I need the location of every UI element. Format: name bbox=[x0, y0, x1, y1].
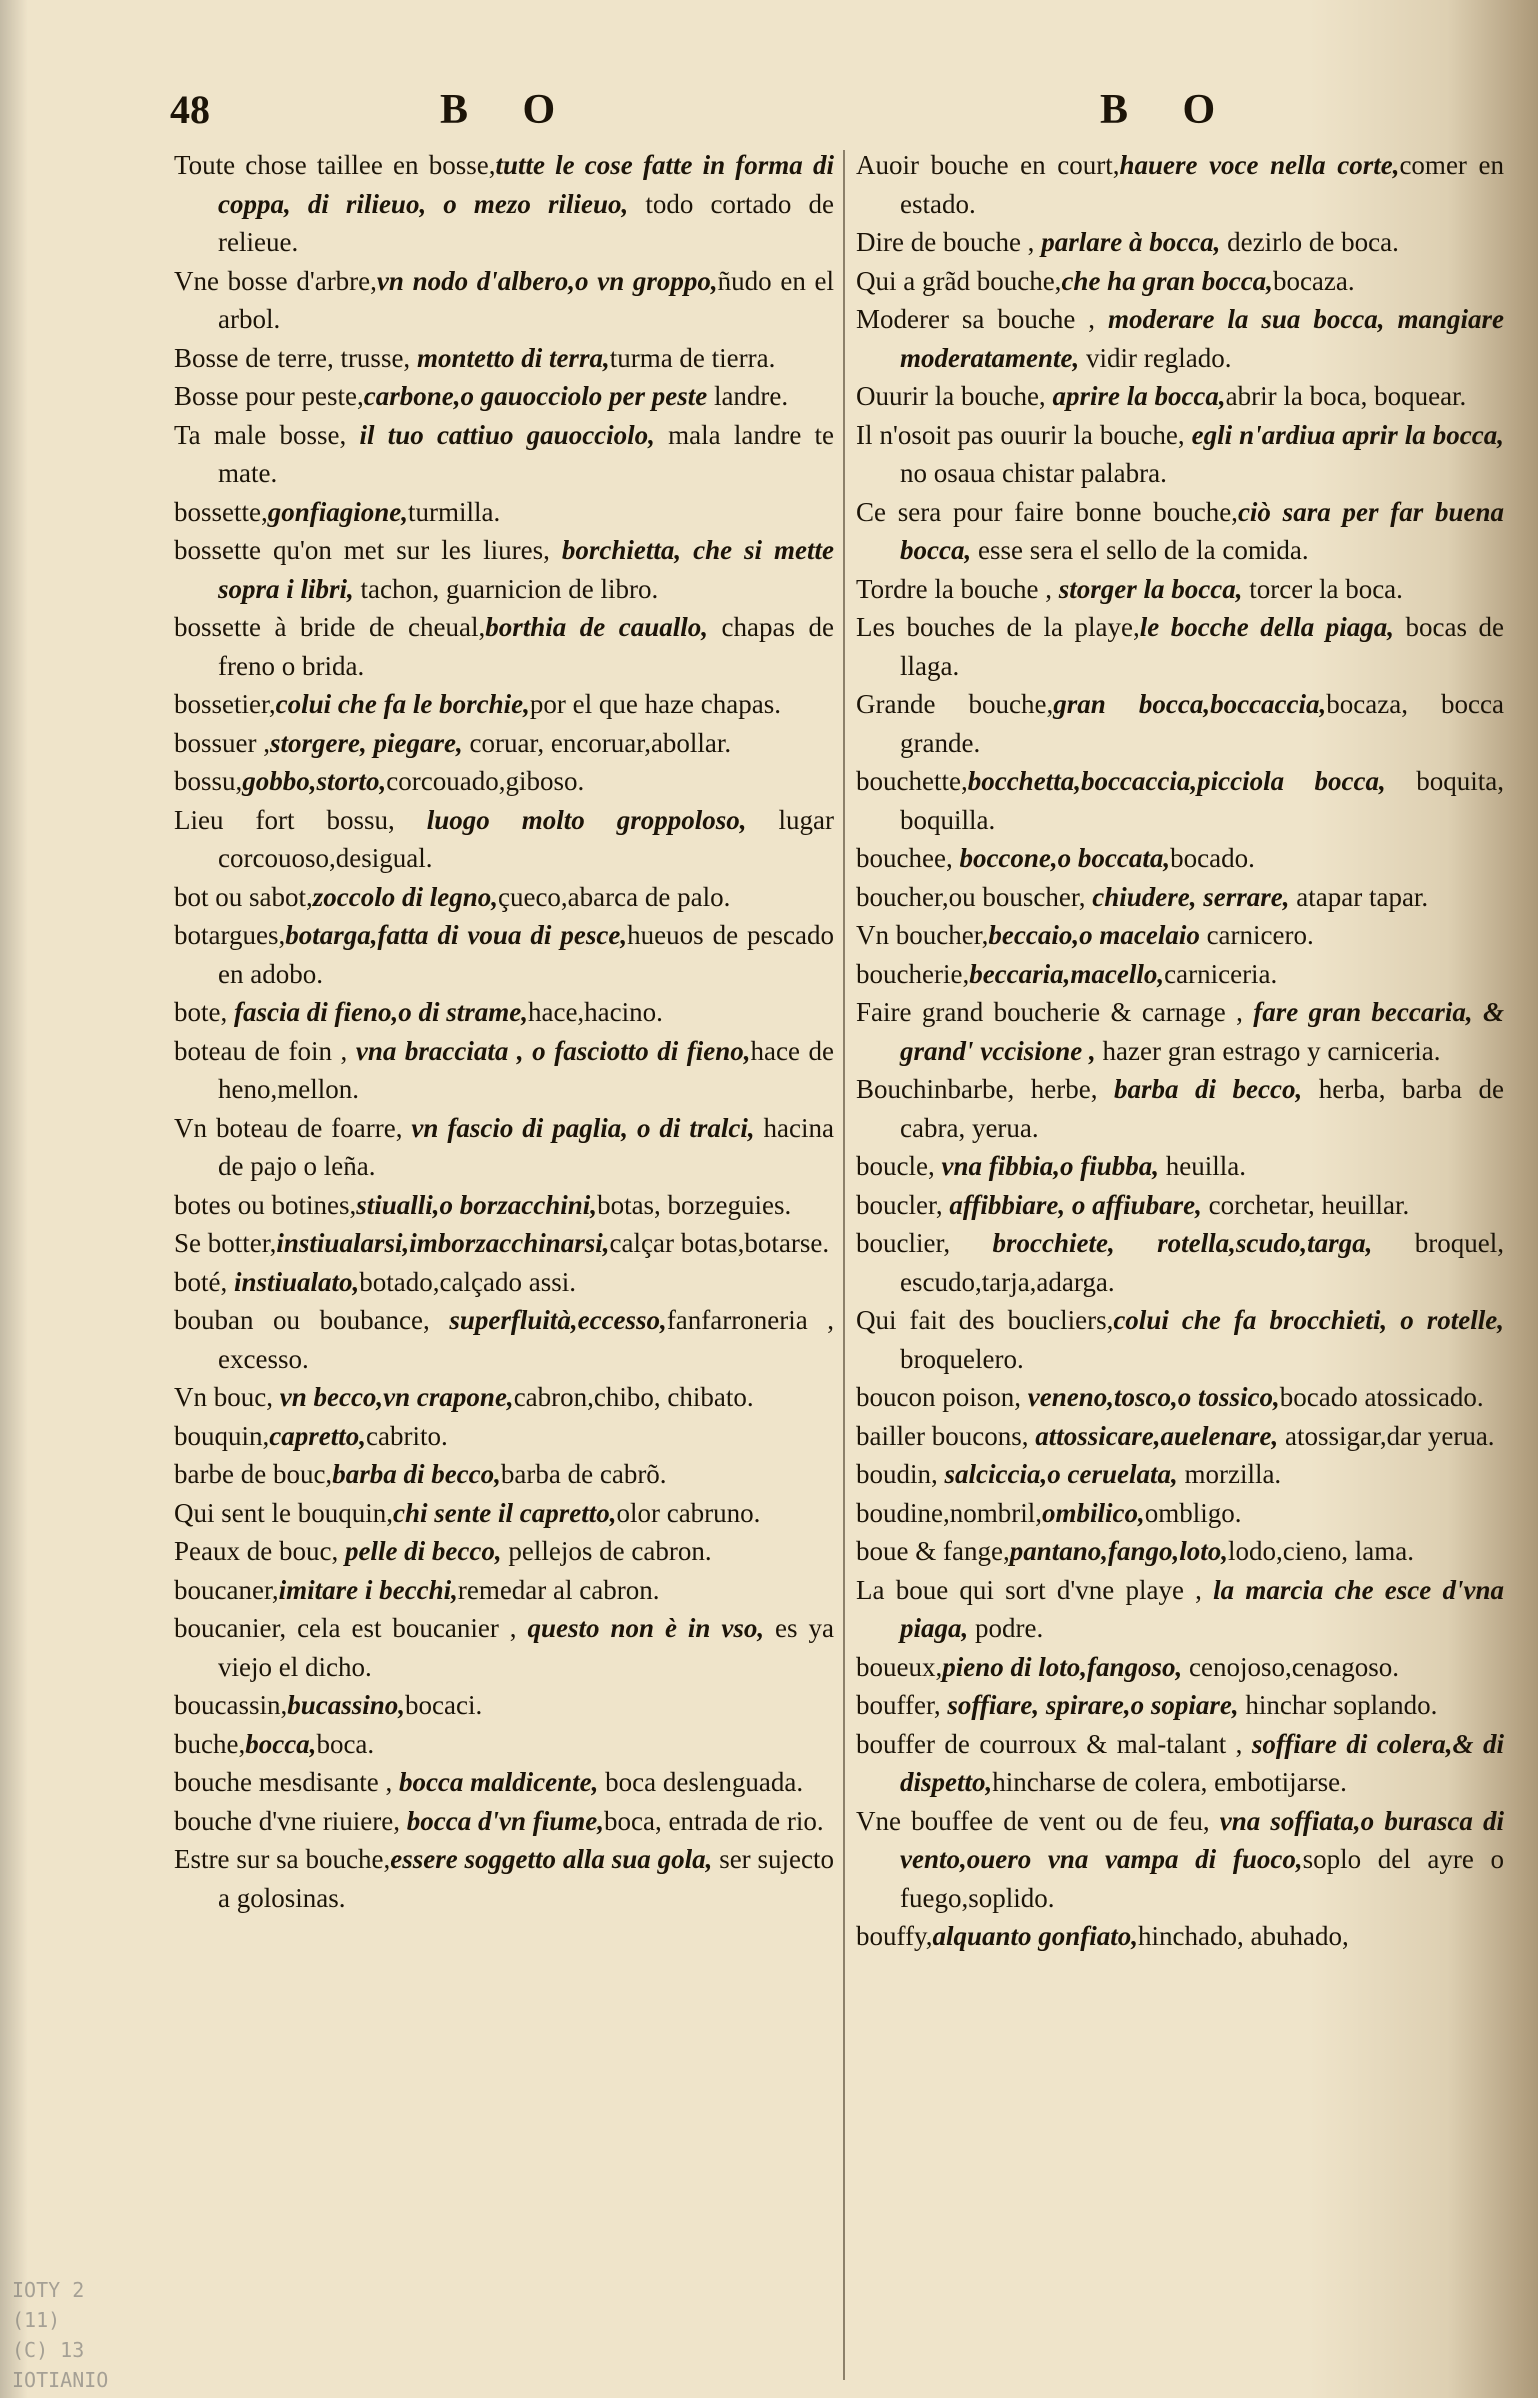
entry-italian: barba di becco, bbox=[332, 1459, 501, 1489]
dictionary-entry bbox=[856, 685, 1504, 762]
entry-spanish: botas, borzeguies. bbox=[597, 1189, 792, 1220]
dictionary-entry bbox=[174, 493, 834, 532]
entry-italian: beccaio,o macelaio bbox=[988, 920, 1200, 950]
entry-spanish: landre. bbox=[707, 381, 789, 411]
dictionary-entry bbox=[174, 1263, 834, 1302]
entry-italian: storger la bocca, bbox=[1058, 573, 1243, 604]
dictionary-entry bbox=[856, 878, 1504, 917]
entry-italian: imitare i becchi, bbox=[278, 1574, 458, 1605]
entry-spanish: turma de tierra. bbox=[609, 342, 776, 373]
dictionary-entry bbox=[856, 1378, 1504, 1417]
entry-italian: fare gran beccaria, & grand' vccisione , bbox=[900, 997, 1505, 1066]
dictionary-entry bbox=[174, 1378, 834, 1417]
entry-spanish: hinchar soplando. bbox=[1238, 1690, 1438, 1720]
entry-french: Vn bouc, bbox=[174, 1382, 280, 1412]
entry-french: boudine,nombril, bbox=[856, 1497, 1042, 1528]
entry-spanish: remedar al cabron. bbox=[457, 1574, 660, 1605]
entry-spanish: bocaza, bocca grande. bbox=[900, 689, 1504, 758]
entry-french: boucle, bbox=[856, 1151, 942, 1181]
entry-italian: zoccolo di legno, bbox=[312, 881, 498, 912]
entry-italian: aprire la bocca, bbox=[1052, 381, 1226, 411]
entry-french: bossette à bride de cheual, bbox=[174, 612, 486, 642]
entry-french: bot ou sabot, bbox=[174, 881, 313, 912]
entry-spanish: abrir la boca, boquear. bbox=[1225, 381, 1467, 411]
entry-italian: carbone,o gauocciolo per peste bbox=[363, 381, 708, 411]
entry-italian: brocchiete, rotella,scudo,targa, bbox=[992, 1228, 1373, 1258]
right-column bbox=[856, 146, 1504, 1956]
entry-spanish: vidir reglado. bbox=[1079, 342, 1232, 373]
dictionary-entry bbox=[856, 223, 1504, 262]
dictionary-entry bbox=[856, 1417, 1504, 1456]
dictionary-entry bbox=[174, 685, 834, 724]
entry-french: Toute chose taillee en bosse, bbox=[174, 150, 496, 180]
entry-french: Estre sur sa bouche, bbox=[174, 1844, 391, 1874]
dictionary-entry bbox=[856, 1224, 1504, 1301]
entry-italian: pieno di loto,fangoso, bbox=[942, 1651, 1183, 1682]
entry-spanish: boca deslenguada. bbox=[598, 1767, 804, 1797]
entry-italian: storgere, piegare, bbox=[270, 727, 463, 758]
entry-spanish: tachon, guarnicion de libro. bbox=[353, 573, 659, 604]
dictionary-entry bbox=[856, 608, 1504, 685]
entry-italian: vna fibbia,o fiubba, bbox=[941, 1151, 1159, 1181]
dictionary-entry bbox=[856, 1147, 1504, 1186]
dictionary-entry bbox=[856, 1301, 1504, 1378]
running-head-right: B O bbox=[1100, 87, 1238, 133]
entry-french: boucanier, cela est boucanier , bbox=[174, 1613, 528, 1643]
entry-spanish: corcouado,giboso. bbox=[386, 766, 585, 796]
dictionary-entry bbox=[856, 839, 1504, 878]
entry-french: botargues, bbox=[174, 920, 286, 950]
entry-spanish: morzilla. bbox=[1177, 1459, 1282, 1489]
entry-spanish: broquelero. bbox=[900, 1343, 1024, 1374]
dictionary-entry bbox=[856, 1648, 1504, 1687]
entry-italian: chi sente il capretto, bbox=[392, 1497, 617, 1528]
entry-spanish: comer en estado. bbox=[900, 150, 1504, 219]
entry-french: bossu, bbox=[174, 766, 243, 796]
entry-french: bouchee, bbox=[856, 843, 960, 873]
entry-italian: bocca d'vn fiume, bbox=[406, 1805, 604, 1836]
entry-italian: attossicare,auelenare, bbox=[1035, 1420, 1279, 1451]
dictionary-entry bbox=[174, 762, 834, 801]
entry-italian: instiualarsi,imborzacchinarsi, bbox=[276, 1228, 610, 1258]
dictionary-entry bbox=[856, 493, 1504, 570]
entry-italian: instiualato, bbox=[234, 1266, 360, 1297]
dictionary-entry bbox=[174, 146, 834, 262]
entry-italian: barba di becco, bbox=[1113, 1074, 1303, 1104]
entry-french: Qui sent le bouquin, bbox=[174, 1497, 393, 1528]
entry-spanish: ñudo en el arbol. bbox=[218, 265, 834, 334]
entry-french: barbe de bouc, bbox=[174, 1459, 333, 1489]
entry-french: bouban ou boubance, bbox=[174, 1305, 450, 1335]
dictionary-entry bbox=[856, 377, 1504, 416]
dictionary-entry bbox=[856, 416, 1504, 493]
dictionary-entry bbox=[174, 1417, 834, 1456]
entry-french: bouclier, bbox=[856, 1228, 993, 1258]
entry-french: bailler boucons, bbox=[856, 1420, 1036, 1451]
entry-italian: ciò sara per far buena bocca, bbox=[900, 496, 1504, 565]
entry-spanish: boca. bbox=[316, 1728, 375, 1759]
entry-french: Vne bosse d'arbre, bbox=[174, 265, 377, 296]
entry-spanish: boquita, boquilla. bbox=[900, 766, 1504, 835]
entry-italian: soffiare di colera,& di dispetto, bbox=[900, 1728, 1504, 1797]
entry-french: Bosse de terre, trusse, bbox=[174, 342, 417, 373]
entry-spanish: cenojoso,cenagoso. bbox=[1182, 1651, 1399, 1682]
entry-spanish: atapar tapar. bbox=[1289, 881, 1429, 912]
entry-spanish: calçar botas,botarse. bbox=[609, 1228, 830, 1258]
entry-italian: superfluità,eccesso, bbox=[449, 1305, 667, 1335]
entry-french: bouche d'vne riuiere, bbox=[174, 1805, 407, 1836]
entry-french: Les bouches de la playe, bbox=[856, 612, 1140, 642]
entry-italian: alquanto gonfiato, bbox=[932, 1921, 1139, 1951]
entry-italian: beccaria,macello, bbox=[969, 958, 1165, 989]
entry-spanish: hazer gran estrago y carniceria. bbox=[1095, 1035, 1441, 1066]
dictionary-entry bbox=[174, 1455, 834, 1494]
entry-italian: colui che fa brocchieti, o rotelle, bbox=[1113, 1305, 1504, 1335]
entry-french: Grande bouche, bbox=[856, 689, 1054, 719]
entry-spanish: olor cabruno. bbox=[616, 1497, 761, 1528]
entry-french: bouquin, bbox=[174, 1420, 270, 1451]
entry-italian: vna soffiata,o burasca di vento,ouero vna vampa di fuoco, bbox=[900, 1805, 1504, 1874]
dictionary-entry bbox=[174, 1686, 834, 1725]
entry-french: bouchette, bbox=[856, 766, 968, 796]
entry-spanish: ombligo. bbox=[1144, 1497, 1242, 1528]
entry-italian: essere soggetto alla sua gola, bbox=[390, 1844, 713, 1874]
dictionary-entry bbox=[174, 1840, 834, 1917]
entry-spanish: mala landre te mate. bbox=[218, 419, 835, 488]
entry-italian: capretto, bbox=[269, 1420, 366, 1451]
entry-spanish: bocaza. bbox=[1272, 265, 1355, 296]
dictionary-entry bbox=[174, 993, 834, 1032]
entry-spanish: no osaua chistar palabra. bbox=[900, 458, 1167, 488]
dictionary-entry bbox=[856, 993, 1504, 1070]
dictionary-entry bbox=[856, 955, 1504, 994]
entry-french: Vn boucher, bbox=[856, 920, 989, 950]
entry-italian: bocchetta,boccaccia,picciola bocca, bbox=[967, 766, 1386, 796]
entry-spanish: cabrito. bbox=[366, 1420, 448, 1451]
entry-spanish: turmilla. bbox=[408, 496, 501, 527]
entry-spanish: fanfarroneria , excesso. bbox=[218, 1305, 834, 1374]
entry-french: Il n'osoit pas ouurir la bouche, bbox=[856, 419, 1192, 450]
entry-spanish: por el que haze chapas. bbox=[529, 689, 781, 719]
entry-french: bouffer, bbox=[856, 1690, 948, 1720]
dictionary-entry bbox=[856, 1725, 1504, 1802]
dictionary-entry bbox=[174, 608, 834, 685]
entry-italian: affibbiare, o affiubare, bbox=[949, 1189, 1202, 1220]
dictionary-entry bbox=[856, 1802, 1504, 1918]
dictionary-entry bbox=[174, 1763, 834, 1802]
entry-italian: stiualli,o borzacchini, bbox=[356, 1189, 598, 1220]
entry-french: boté, bbox=[174, 1266, 234, 1297]
dictionary-entry bbox=[856, 262, 1504, 301]
entry-french: Moderer sa bouche , bbox=[856, 304, 1108, 334]
dictionary-entry bbox=[856, 1455, 1504, 1494]
entry-french: Lieu fort bossu, bbox=[174, 804, 427, 835]
entry-spanish: hinchado, abuhado, bbox=[1138, 1921, 1349, 1951]
column-divider bbox=[843, 150, 845, 2380]
entry-spanish: çueco,abarca de palo. bbox=[497, 881, 731, 912]
entry-spanish: carniceria. bbox=[1164, 958, 1278, 989]
running-header bbox=[0, 86, 1538, 146]
entry-french: boue & fange, bbox=[856, 1536, 1010, 1566]
entry-french: Se botter, bbox=[174, 1228, 277, 1258]
entry-french: Bosse pour peste, bbox=[174, 381, 364, 411]
entry-spanish: cabron,chibo, chibato. bbox=[513, 1382, 754, 1412]
page-number: 48 bbox=[170, 87, 210, 132]
entry-french: Ouurir la bouche, bbox=[856, 381, 1053, 411]
dictionary-entry bbox=[174, 1301, 834, 1378]
dictionary-entry bbox=[856, 1917, 1504, 1956]
library-stamp: IOTY 2 (11) (C) 13 IOTIANIO bbox=[12, 2278, 109, 2392]
entry-french: boteau de foin , bbox=[174, 1035, 356, 1066]
entry-french: bossetier, bbox=[174, 689, 276, 719]
entry-french: bote, bbox=[174, 997, 234, 1027]
entry-italian: hauere voce nella corte, bbox=[1119, 150, 1400, 180]
entry-italian: vn fascio di paglia, o di tralci, bbox=[411, 1112, 755, 1143]
entry-spanish: botado,calçado assi. bbox=[359, 1266, 576, 1297]
entry-spanish: torcer la boca. bbox=[1242, 573, 1403, 604]
entry-french: Tordre la bouche , bbox=[856, 573, 1059, 604]
entry-italian: parlare à bocca, bbox=[1041, 227, 1221, 257]
entry-italian: gobbo,storto, bbox=[242, 766, 387, 796]
entry-french: bouche mesdisante , bbox=[174, 1767, 399, 1797]
entry-french: boucon poison, bbox=[856, 1382, 1028, 1412]
dictionary-entry bbox=[856, 1686, 1504, 1725]
dictionary-entry bbox=[856, 916, 1504, 955]
entry-spanish: herba, barba de cabra, yerua. bbox=[900, 1074, 1505, 1143]
entry-spanish: podre. bbox=[968, 1613, 1044, 1643]
entry-spanish: coruar, encoruar,abollar. bbox=[462, 727, 732, 758]
dictionary-entry bbox=[856, 762, 1504, 839]
entry-french: Faire grand boucherie & carnage , bbox=[856, 997, 1254, 1027]
entry-italian: la marcia che esce d'vna piaga, bbox=[900, 1574, 1504, 1643]
entry-french: Vne bouffee de vent ou de feu, bbox=[856, 1805, 1220, 1836]
entry-french: botes ou botines, bbox=[174, 1189, 357, 1220]
left-column bbox=[174, 146, 834, 1917]
entry-french: boudin, bbox=[856, 1459, 945, 1489]
entry-italian: questo non è in vso, bbox=[527, 1613, 765, 1643]
entry-french: bouffy, bbox=[856, 1921, 933, 1951]
entry-spanish: bocado atossicado. bbox=[1279, 1382, 1484, 1412]
entry-spanish: soplo del ayre o fuego,soplido. bbox=[900, 1844, 1504, 1913]
entry-italian: gonfiagione, bbox=[267, 496, 409, 527]
entry-spanish: hincharse de colera, embotijarse. bbox=[992, 1767, 1347, 1797]
entry-french: bossette, bbox=[174, 496, 268, 527]
entry-spanish: lugar corcouoso,desigual. bbox=[218, 804, 834, 873]
dictionary-entry bbox=[174, 1802, 834, 1841]
entry-italian: boccone,o boccata, bbox=[959, 843, 1171, 873]
entry-french: Peaux de bouc, bbox=[174, 1536, 345, 1566]
dictionary-entry bbox=[174, 1186, 834, 1225]
entry-spanish: pellejos de cabron. bbox=[501, 1536, 712, 1566]
entry-spanish: carnicero. bbox=[1199, 920, 1314, 950]
entry-french: boucherie, bbox=[856, 958, 970, 989]
entry-italian: veneno,tosco,o tossico, bbox=[1027, 1382, 1280, 1412]
entry-spanish: hace de heno,mellon. bbox=[218, 1035, 835, 1104]
entry-italian: moderare la sua bocca, mangiare moderatamente, bbox=[900, 304, 1504, 373]
dictionary-entry bbox=[174, 262, 834, 339]
entry-spanish: hueuos de pescado en adobo. bbox=[218, 920, 834, 989]
entry-french: Qui fait des boucliers, bbox=[856, 1305, 1114, 1335]
dictionary-entry bbox=[174, 1571, 834, 1610]
entry-french: Ta male bosse, bbox=[174, 419, 360, 450]
entry-french: boucaner, bbox=[174, 1574, 279, 1605]
dictionary-entry bbox=[174, 377, 834, 416]
entry-french: boucher,ou bouscher, bbox=[856, 881, 1093, 912]
entry-italian: tutte le cose fatte in forma di coppa, di rilieuo, o mezo rilieuo, bbox=[218, 150, 834, 219]
dictionary-entry bbox=[174, 1609, 834, 1686]
entry-spanish: hacina de pajo o leña. bbox=[218, 1112, 834, 1181]
dictionary-entry bbox=[856, 1494, 1504, 1533]
entry-french: bossette qu'on met sur les liures, bbox=[174, 535, 562, 565]
entry-spanish: lodo,cieno, lama. bbox=[1228, 1536, 1414, 1566]
entry-spanish: chapas de freno o brida. bbox=[218, 612, 834, 681]
entry-italian: chiudere, serrare, bbox=[1092, 881, 1290, 912]
entry-french: Auoir bouche en court, bbox=[856, 150, 1120, 180]
entry-spanish: es ya viejo el dicho. bbox=[218, 1613, 834, 1682]
entry-french: buche, bbox=[174, 1728, 246, 1759]
running-head-left: B O bbox=[440, 87, 578, 133]
entry-spanish: atossigar,dar yerua. bbox=[1278, 1420, 1495, 1451]
entry-spanish: bocas de llaga. bbox=[900, 612, 1504, 681]
dictionary-entry bbox=[174, 1725, 834, 1764]
entry-spanish: bocado. bbox=[1170, 843, 1255, 873]
dictionary-entry bbox=[174, 416, 834, 493]
dictionary-entry bbox=[174, 801, 834, 878]
dictionary-entry bbox=[856, 300, 1504, 377]
entry-french: boucler, bbox=[856, 1189, 950, 1220]
dictionary-entry bbox=[856, 570, 1504, 609]
entry-spanish: hace,hacino. bbox=[527, 997, 663, 1027]
entry-french: boueux, bbox=[856, 1651, 943, 1682]
dictionary-entry bbox=[856, 1186, 1504, 1225]
entry-spanish: esse sera el sello de la comida. bbox=[971, 535, 1309, 565]
dictionary-entry bbox=[174, 1032, 834, 1109]
entry-french: Vn boteau de foarre, bbox=[174, 1112, 412, 1143]
entry-spanish: dezirlo de boca. bbox=[1220, 227, 1399, 257]
dictionary-entry bbox=[174, 1532, 834, 1571]
dictionary-entry bbox=[174, 531, 834, 608]
entry-italian: bocca, bbox=[245, 1728, 317, 1759]
entry-spanish: bocaci. bbox=[405, 1690, 483, 1720]
dictionary-entry bbox=[174, 916, 834, 993]
entry-french: bossuer , bbox=[174, 727, 270, 758]
entry-spanish: boca, entrada de rio. bbox=[604, 1805, 824, 1836]
entry-italian: ombilico, bbox=[1041, 1497, 1145, 1528]
entry-spanish: heuilla. bbox=[1159, 1151, 1246, 1181]
dictionary-entry bbox=[856, 1532, 1504, 1571]
entry-italian: borthia de cauallo, bbox=[485, 612, 709, 642]
entry-italian: le bocche della piaga, bbox=[1139, 612, 1394, 642]
entry-french: Bouchinbarbe, herbe, bbox=[856, 1074, 1114, 1104]
dictionary-entry bbox=[174, 1109, 834, 1186]
entry-italian: borchietta, che si mette sopra i libri, bbox=[218, 535, 834, 604]
entry-italian: vn becco,vn crapone, bbox=[279, 1382, 514, 1412]
entry-italian: bocca maldicente, bbox=[398, 1767, 599, 1797]
entry-italian: egli n'ardiua aprir la bocca, bbox=[1191, 419, 1505, 450]
entry-italian: che ha gran bocca, bbox=[1061, 265, 1273, 296]
dictionary-entry bbox=[856, 146, 1504, 223]
dictionary-entry bbox=[174, 878, 834, 917]
entry-french: Ce sera pour faire bonne bouche, bbox=[856, 496, 1238, 527]
entry-spanish: broquel, escudo,tarja,adarga. bbox=[900, 1228, 1504, 1297]
entry-italian: salciccia,o ceruelata, bbox=[944, 1459, 1178, 1489]
entry-spanish: corchetar, heuillar. bbox=[1201, 1189, 1410, 1220]
entry-italian: soffiare, spirare,o sopiare, bbox=[947, 1690, 1239, 1720]
dictionary-entry bbox=[856, 1070, 1504, 1147]
entry-italian: vna bracciata , o fasciotto di fieno, bbox=[355, 1035, 751, 1066]
entry-italian: bucassino, bbox=[287, 1690, 406, 1720]
entry-french: Dire de bouche , bbox=[856, 227, 1042, 257]
entry-french: Qui a grãd bouche, bbox=[856, 265, 1062, 296]
dictionary-entry bbox=[174, 1224, 834, 1263]
entry-italian: colui che fa le borchie, bbox=[275, 689, 530, 719]
entry-spanish: ser sujecto a golosinas. bbox=[218, 1844, 834, 1913]
entry-italian: vn nodo d'albero,o vn groppo, bbox=[376, 265, 718, 296]
dictionary-entry bbox=[174, 1494, 834, 1533]
entry-italian: fascia di fieno,o di strame, bbox=[234, 997, 528, 1027]
entry-spanish: barba de cabrõ. bbox=[500, 1459, 667, 1489]
entry-french: boucassin, bbox=[174, 1690, 288, 1720]
dictionary-entry bbox=[856, 1571, 1504, 1648]
entry-french: bouffer de courroux & mal-talant , bbox=[856, 1728, 1252, 1759]
entry-italian: montetto di terra, bbox=[416, 342, 610, 373]
entry-italian: botarga,fatta di voua di pesce, bbox=[285, 920, 628, 950]
entry-italian: luogo molto groppoloso, bbox=[426, 804, 747, 835]
dictionary-entry bbox=[174, 724, 834, 763]
entry-italian: pelle di becco, bbox=[344, 1536, 502, 1566]
entry-italian: il tuo cattiuo gauocciolo, bbox=[359, 419, 655, 450]
entry-italian: pantano,fango,loto, bbox=[1009, 1536, 1228, 1566]
entry-spanish: todo cortado de relieue. bbox=[218, 188, 834, 257]
dictionary-entry bbox=[174, 339, 834, 378]
entry-french: La boue qui sort d'vne playe , bbox=[856, 1574, 1214, 1605]
entry-italian: gran bocca,boccaccia, bbox=[1053, 689, 1327, 719]
